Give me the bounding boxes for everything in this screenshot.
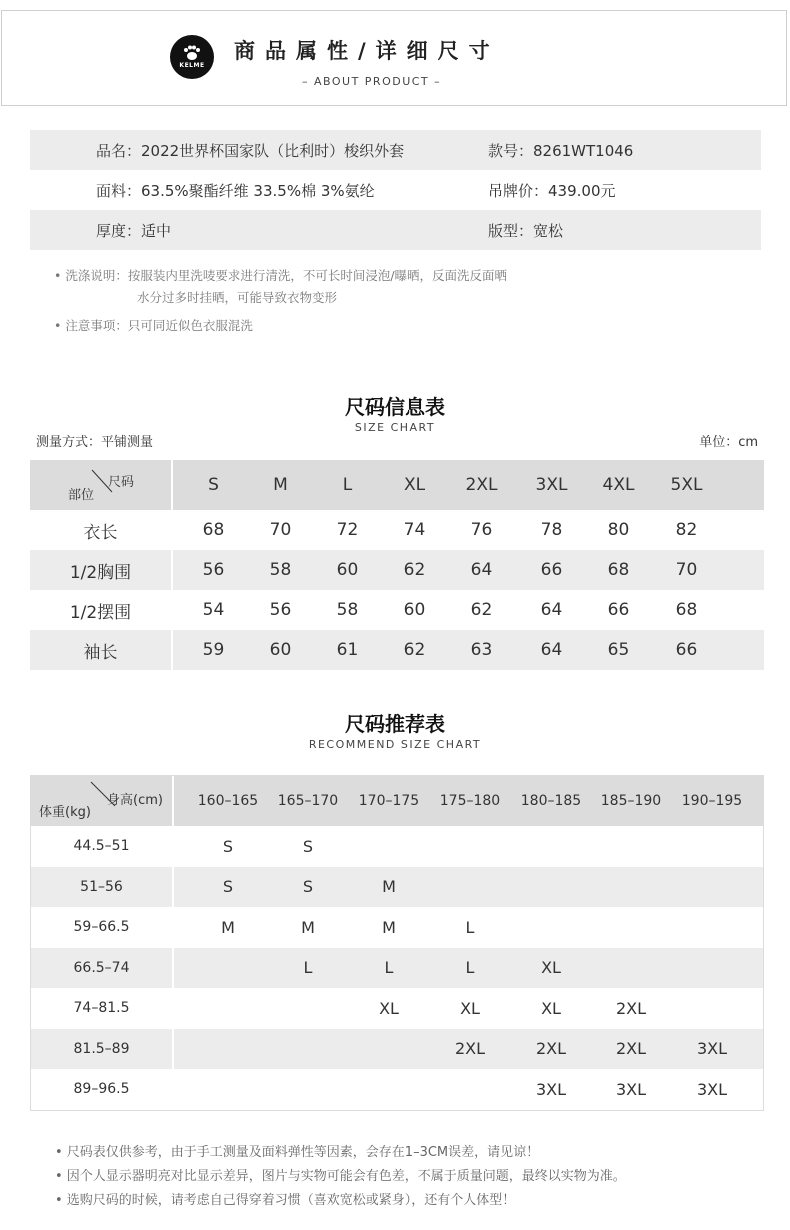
part-label: 1/2胸围 — [30, 550, 173, 590]
corner-bottom-label: 体重(kg) — [39, 805, 91, 820]
recommended-size: 2XL — [535, 1039, 567, 1059]
product-code: 款号：8261WT1046 — [488, 141, 634, 160]
recommended-size — [672, 948, 752, 989]
size-value: 80 — [607, 520, 630, 540]
part-label: 1/2摆围 — [30, 590, 173, 630]
recommended-size: M — [382, 877, 396, 897]
height-col-header: 165–170 — [277, 793, 339, 809]
size-value: 66 — [540, 560, 563, 580]
size-col-header: XL — [403, 475, 426, 495]
logo-text: KELME — [179, 62, 205, 69]
size-value: 68 — [202, 520, 225, 540]
weight-label: 74–81.5 — [31, 988, 174, 1029]
recommended-size — [672, 988, 752, 1029]
recommended-size — [188, 988, 268, 1029]
recommended-size: 2XL — [454, 1039, 486, 1059]
recommended-size — [591, 948, 671, 989]
size-value: 74 — [403, 520, 426, 540]
recommended-size: L — [384, 958, 394, 978]
recommended-size: L — [465, 958, 475, 978]
footer-notes — [55, 1141, 626, 1213]
recommended-size — [672, 907, 752, 948]
size-value: 59 — [202, 640, 225, 660]
recommended-size — [430, 867, 510, 908]
size-value: 56 — [202, 560, 225, 580]
recommended-size — [268, 1029, 348, 1070]
size-value: 62 — [403, 640, 426, 660]
part-label: 衣长 — [30, 510, 173, 550]
size-chart-title: 尺码信息表 — [345, 395, 445, 419]
brand-logo — [170, 35, 214, 79]
header-box — [1, 10, 787, 106]
size-value: 58 — [336, 600, 359, 620]
recommended-size: 3XL — [535, 1079, 567, 1099]
recommended-size — [591, 907, 671, 948]
size-value: 60 — [336, 560, 359, 580]
recommend-row — [31, 907, 763, 948]
height-col-header: 190–195 — [681, 793, 743, 809]
size-chart-table — [30, 460, 764, 670]
recommended-size: M — [221, 917, 235, 937]
recommended-size: L — [465, 917, 475, 937]
corner-cell — [30, 460, 173, 510]
size-row — [30, 510, 764, 550]
recommended-size: XL — [541, 958, 561, 978]
footer-note: • 尺码表仅供参考，由于手工测量及面料弹性等因素，会存在1–3CM误差，请见谅！ — [55, 1145, 540, 1160]
recommended-size — [511, 907, 591, 948]
size-value: 64 — [470, 560, 493, 580]
recommended-size: M — [301, 917, 315, 937]
size-col-header: S — [208, 475, 219, 495]
recommended-size: S — [302, 836, 314, 856]
recommend-row — [31, 826, 763, 867]
recommended-size — [430, 826, 510, 867]
page-subtitle: – ABOUT PRODUCT – — [302, 75, 442, 88]
size-value: 68 — [607, 560, 630, 580]
weight-label: 51–56 — [31, 867, 174, 908]
recommended-size — [268, 1069, 348, 1110]
recommended-size: 3XL — [615, 1079, 647, 1099]
recommended-size: S — [222, 877, 234, 897]
caution-note: • 注意事项：只可同近似色衣服混洗 — [54, 318, 253, 333]
size-value: 60 — [269, 640, 292, 660]
size-col-header: 5XL — [670, 475, 703, 495]
recommended-size: XL — [379, 998, 399, 1018]
footer-note: • 因个人显示器明亮对比显示差异，图片与实物可能会有色差，不属于质量问题，最终以实物为准。 — [55, 1169, 626, 1184]
recommended-size: L — [303, 958, 313, 978]
recommended-size: XL — [541, 998, 561, 1018]
measure-method: 测量方式：平铺测量 — [36, 435, 154, 450]
recommended-size: 3XL — [696, 1039, 728, 1059]
size-value: 65 — [607, 640, 630, 660]
recommended-size — [188, 1069, 268, 1110]
recommend-chart-subtitle: RECOMMEND SIZE CHART — [308, 738, 482, 751]
recommend-row — [31, 988, 763, 1029]
recommended-size — [511, 826, 591, 867]
size-col-header: M — [273, 475, 288, 495]
size-value: 64 — [540, 600, 563, 620]
recommended-size — [591, 867, 671, 908]
wash-note: • 洗涤说明：按服装内里洗唛要求进行清洗，不可长时间浸泡/曝晒，反面洗反面晒 — [54, 268, 508, 283]
size-value: 56 — [269, 600, 292, 620]
size-col-header: 4XL — [602, 475, 635, 495]
wash-note-cont: 水分过多时挂晒，可能导致衣物变形 — [137, 290, 338, 305]
info-row — [30, 170, 761, 210]
height-col-header: 180–185 — [520, 793, 582, 809]
size-value: 61 — [336, 640, 359, 660]
recommend-row — [31, 867, 763, 908]
weight-label: 66.5–74 — [31, 948, 174, 989]
recommended-size — [672, 826, 752, 867]
weight-label: 44.5–51 — [31, 826, 174, 867]
part-label: 袖长 — [30, 630, 173, 670]
weight-label: 81.5–89 — [31, 1029, 174, 1070]
corner-top-label: 尺码 — [108, 475, 135, 490]
size-value: 66 — [607, 600, 630, 620]
recommended-size: S — [302, 877, 314, 897]
recommended-size — [268, 988, 348, 1029]
corner-top-label: 身高(cm) — [107, 793, 163, 808]
size-value: 78 — [540, 520, 563, 540]
recommended-size — [511, 867, 591, 908]
size-col-header: L — [342, 475, 353, 495]
height-header-row — [31, 776, 763, 826]
product-price: 吊牌价：439.00元 — [488, 181, 616, 200]
corner-cell — [31, 776, 174, 826]
recommend-chart-table — [30, 775, 764, 1111]
footer-note: • 选购尺码的时候，请考虑自己得穿着习惯（喜欢宽松或紧身），还有个人体型！ — [55, 1193, 516, 1208]
recommended-size — [188, 1029, 268, 1070]
size-header-row — [30, 460, 764, 510]
recommended-size: S — [222, 836, 234, 856]
recommended-size: 2XL — [615, 998, 647, 1018]
size-value: 82 — [675, 520, 698, 540]
weight-label: 59–66.5 — [31, 907, 174, 948]
recommend-row — [31, 1029, 763, 1070]
size-chart-subtitle: SIZE CHART — [354, 421, 436, 434]
height-col-header: 185–190 — [600, 793, 662, 809]
product-name: 品名：2022世界杯国家队（比利时）梭织外套 — [96, 141, 405, 160]
product-fit: 版型：宽松 — [488, 221, 564, 240]
recommend-row — [31, 1069, 763, 1110]
size-value: 70 — [269, 520, 292, 540]
paw-icon — [182, 45, 202, 61]
recommended-size — [349, 1029, 429, 1070]
size-row — [30, 550, 764, 590]
care-notes — [54, 265, 507, 337]
size-col-header: 2XL — [465, 475, 498, 495]
size-row — [30, 630, 764, 670]
recommended-size: M — [382, 917, 396, 937]
size-value: 60 — [403, 600, 426, 620]
size-value: 62 — [403, 560, 426, 580]
height-col-header: 160–165 — [197, 793, 259, 809]
recommended-size — [430, 1069, 510, 1110]
size-row — [30, 590, 764, 630]
unit-label: 单位：cm — [699, 435, 758, 450]
weight-label: 89–96.5 — [31, 1069, 174, 1110]
size-value: 58 — [269, 560, 292, 580]
size-value: 63 — [470, 640, 493, 660]
size-value: 62 — [470, 600, 493, 620]
recommend-chart-title: 尺码推荐表 — [345, 712, 445, 736]
recommended-size — [672, 867, 752, 908]
size-value: 76 — [470, 520, 493, 540]
info-row — [30, 210, 761, 250]
size-value: 70 — [675, 560, 698, 580]
info-row — [30, 130, 761, 170]
size-value: 66 — [675, 640, 698, 660]
size-value: 72 — [336, 520, 359, 540]
height-col-header: 175–180 — [439, 793, 501, 809]
page-title: 商品属性/详细尺寸 — [234, 39, 500, 63]
corner-bottom-label: 部位 — [68, 488, 95, 503]
recommended-size: 3XL — [696, 1079, 728, 1099]
recommended-size — [188, 948, 268, 989]
size-value: 64 — [540, 640, 563, 660]
recommend-row — [31, 948, 763, 989]
recommended-size — [349, 1069, 429, 1110]
recommended-size: 2XL — [615, 1039, 647, 1059]
size-value: 54 — [202, 600, 225, 620]
product-info — [30, 130, 761, 250]
product-thickness: 厚度：适中 — [96, 221, 172, 240]
recommended-size — [349, 826, 429, 867]
size-value: 68 — [675, 600, 698, 620]
product-fabric: 面料：63.5%聚酯纤维 33.5%棉 3%氨纶 — [96, 181, 375, 200]
height-col-header: 170–175 — [358, 793, 420, 809]
recommended-size: XL — [460, 998, 480, 1018]
recommended-size — [591, 826, 671, 867]
size-col-header: 3XL — [535, 475, 568, 495]
